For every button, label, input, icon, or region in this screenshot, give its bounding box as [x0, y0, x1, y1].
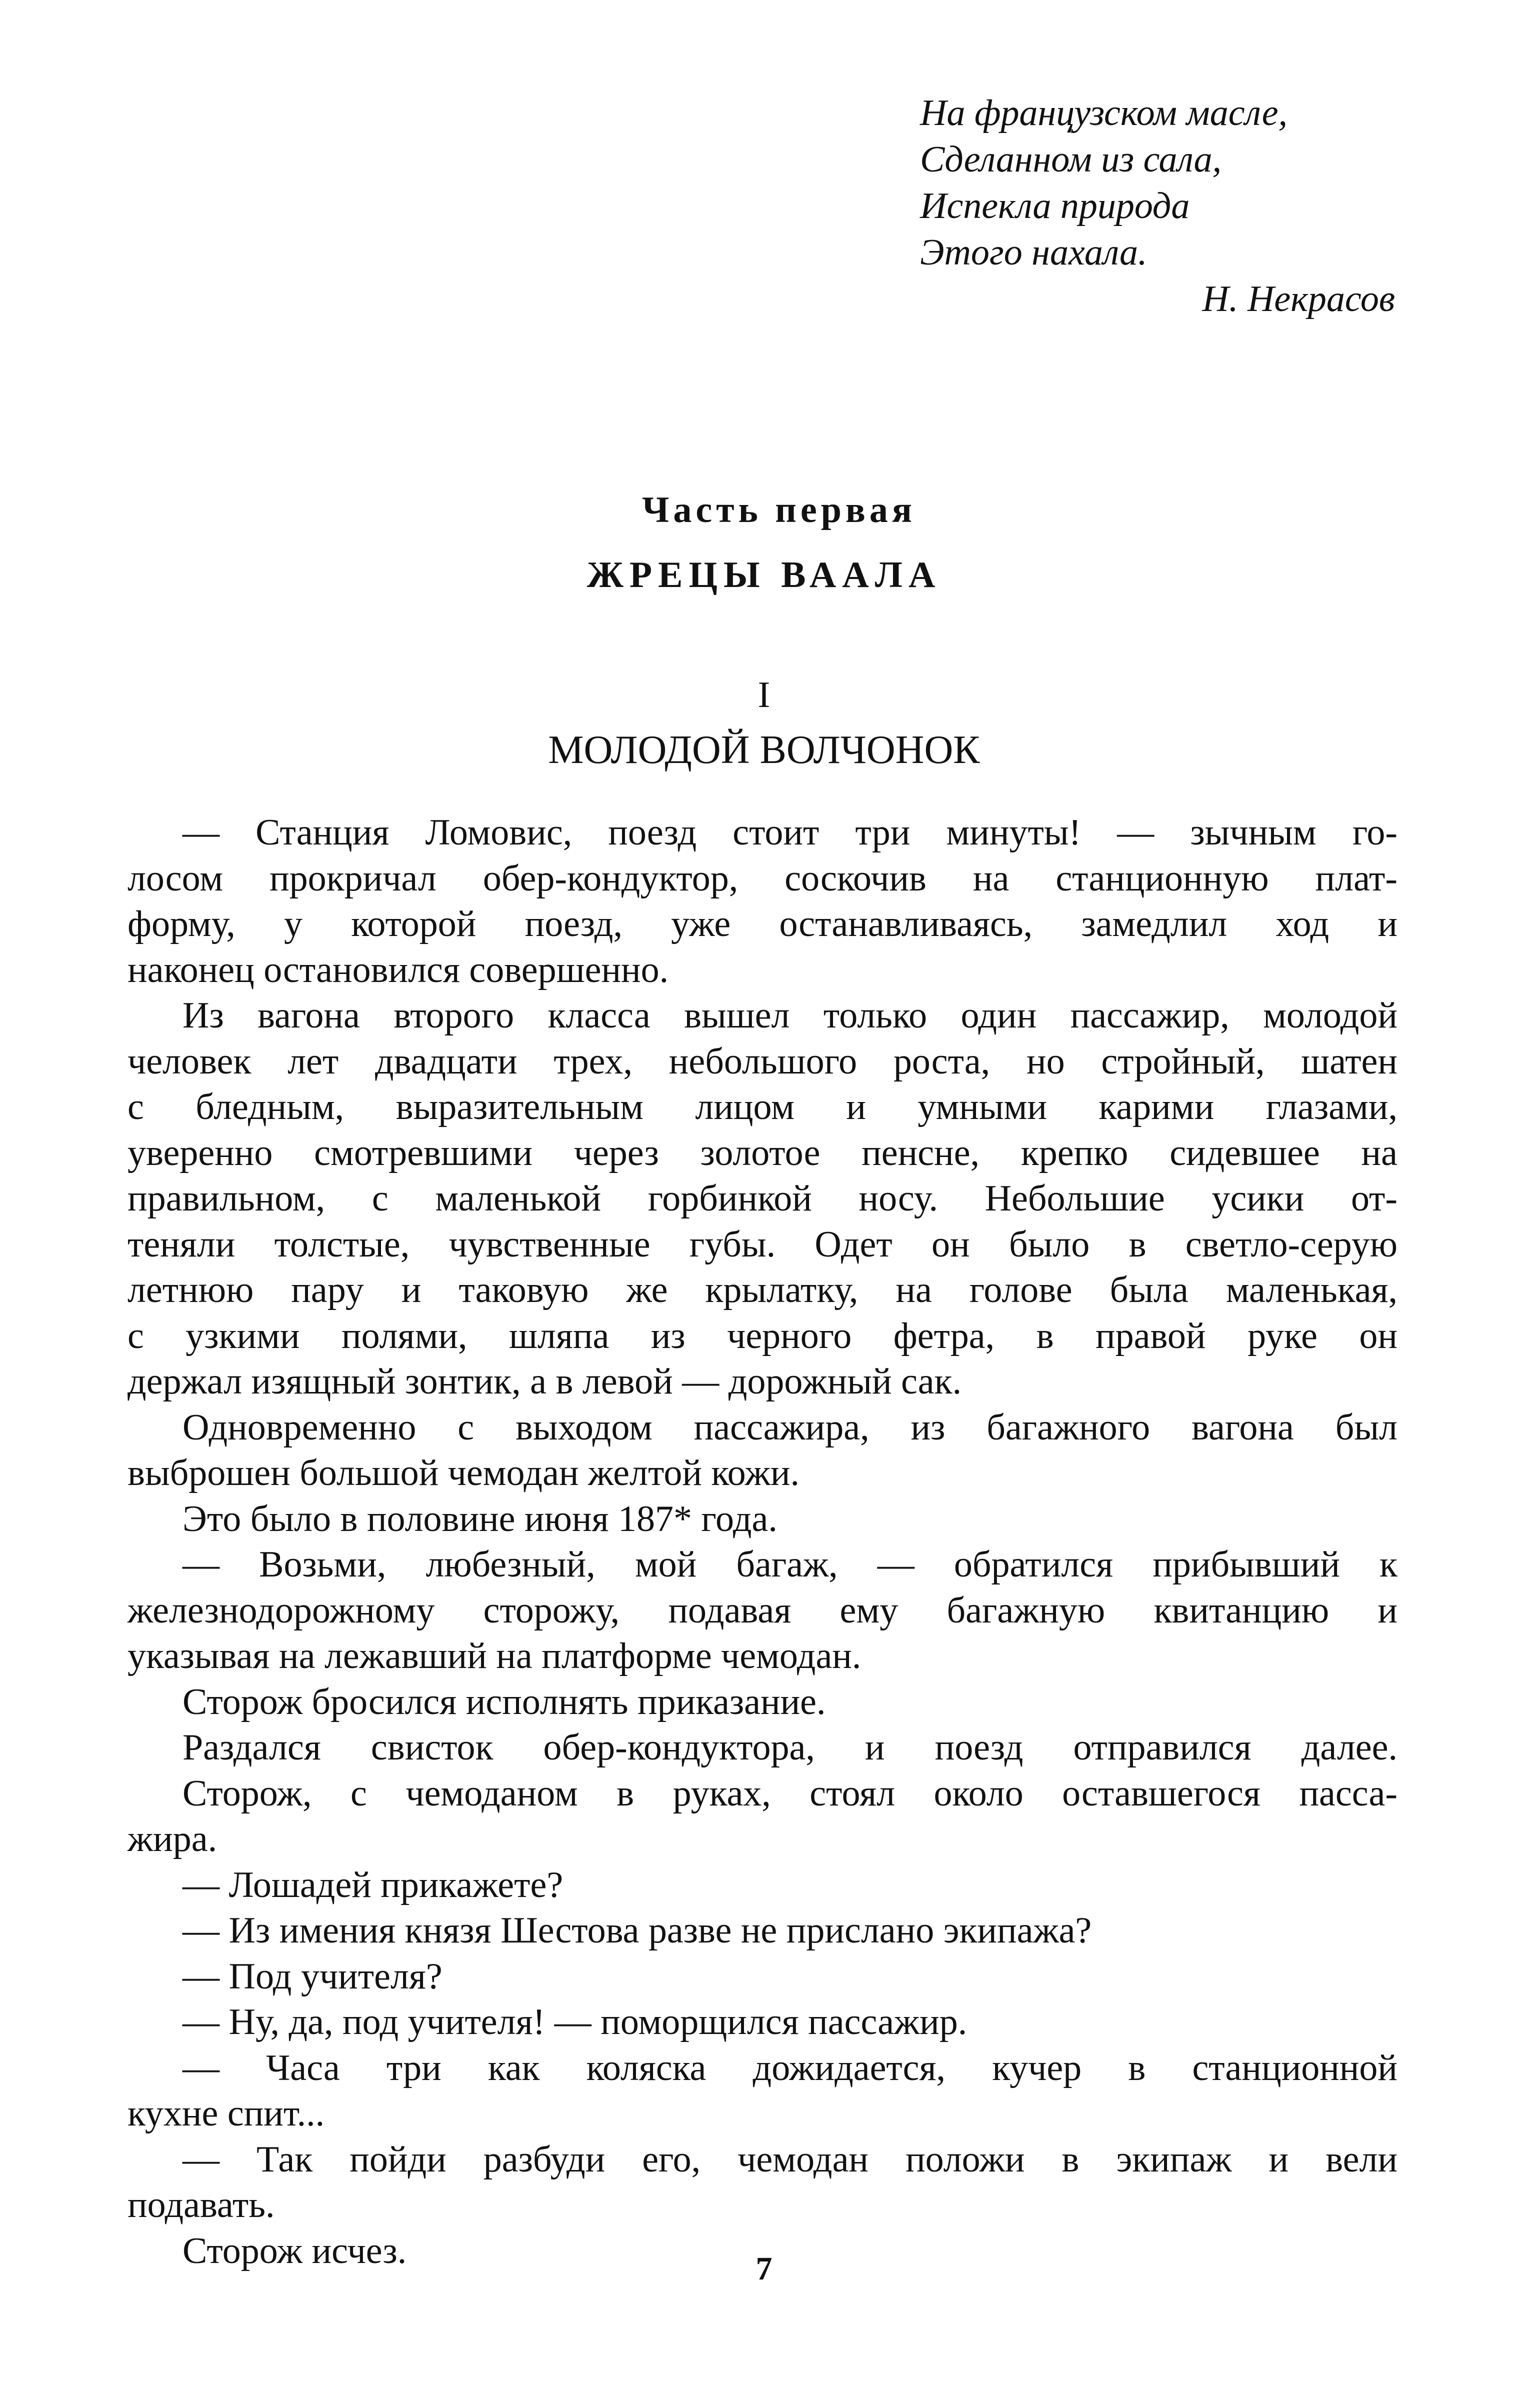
- text-line: уверенно смотревшими через золотое пенсне, крепко сидевшее на: [128, 1132, 1398, 1174]
- text-line: Раздался свисток обер-кондуктора, и поезд отправился далее.: [182, 1727, 1398, 1768]
- text-line: — Лошадей прикажете?: [182, 1864, 564, 1906]
- epigraph: [920, 90, 1420, 322]
- text-line: Сторож, с чемоданом в руках, стоял около оставшегося пасса-: [182, 1772, 1398, 1814]
- page-number: 7: [756, 2250, 772, 2287]
- text-line: указывая на лежавший на платформе чемодан.: [128, 1636, 862, 1676]
- text-line: Сторож исчез.: [182, 2230, 407, 2272]
- text-line: кухне спит...: [128, 2093, 325, 2134]
- text-line: Сторож бросился исполнять приказание.: [182, 1681, 826, 1722]
- part-label: Часть первая: [642, 490, 916, 530]
- text-line: с узкими полями, шляпа из черного фетра, в правой руке он: [128, 1315, 1398, 1356]
- text-line: — Станция Ломовис, поезд стоит три минуты! — зычным го-: [182, 812, 1398, 853]
- epigraph-line: Испекла природа: [920, 186, 1190, 226]
- text-line: — Часа три как коляска дожидается, кучер в станционной: [182, 2047, 1398, 2088]
- text-line: — Из имения князя Шестова разве не прислано экипажа?: [182, 1910, 1092, 1951]
- text-line: лосом прокричал обер-кондуктор, соскочив на станционную плат-: [128, 858, 1398, 899]
- text-line: наконец остановился совершенно.: [128, 949, 669, 990]
- text-line: теняли толстые, чувственные губы. Одет он было в светло-серую: [128, 1224, 1398, 1265]
- epigraph-author: Н. Некрасов: [1202, 278, 1395, 320]
- chapter-number: I: [758, 674, 770, 716]
- text-line: жира.: [128, 1818, 218, 1860]
- epigraph-line: Сделанном из сала,: [920, 139, 1222, 180]
- text-line: держал изящный зонтик, а в левой — дорожный сак.: [128, 1361, 962, 1402]
- text-line: — Ну, да, под учителя! — поморщился пассажир.: [182, 2002, 968, 2042]
- text-line: железнодорожному сторожу, подавая ему багажную квитанцию и: [128, 1590, 1398, 1631]
- text-line: с бледным, выразительным лицом и умными карими глазами,: [128, 1086, 1398, 1128]
- text-line: Это было в половине июня 187* года.: [182, 1498, 778, 1540]
- text-line: подавать.: [128, 2184, 275, 2226]
- text-line: — Под учителя?: [182, 1956, 442, 1997]
- text-line: Одновременно с выходом пассажира, из багажного вагона был: [182, 1406, 1398, 1448]
- text-line: выброшен большой чемодан желтой кожи.: [128, 1452, 800, 1494]
- text-line: правильном, с маленькой горбинкой носу. Небольшие усики от-: [128, 1178, 1398, 1219]
- chapter-body: [128, 810, 1398, 2274]
- chapter-title: МОЛОДОЙ ВОЛЧОНОК: [548, 728, 980, 772]
- text-line: летнюю пару и таковую же крылатку, на голове была маленькая,: [128, 1270, 1398, 1310]
- text-line: — Возьми, любезный, мой багаж, — обратился прибывший к: [182, 1544, 1398, 1585]
- epigraph-line: На французском масле,: [920, 92, 1288, 134]
- text-line: человек лет двадцати трех, небольшого роста, но стройный, шатен: [128, 1040, 1398, 1082]
- text-line: — Так пойди разбуди его, чемодан положи в экипаж и вели: [182, 2138, 1398, 2180]
- text-line: Из вагона второго класса вышел только один пассажир, молодой: [182, 995, 1398, 1036]
- epigraph-line: Этого нахала.: [920, 232, 1148, 273]
- text-line: форму, у которой поезд, уже останавливаясь, замедлил ход и: [128, 904, 1398, 944]
- part-title: ЖРЕЦЫ ВААЛА: [586, 554, 942, 596]
